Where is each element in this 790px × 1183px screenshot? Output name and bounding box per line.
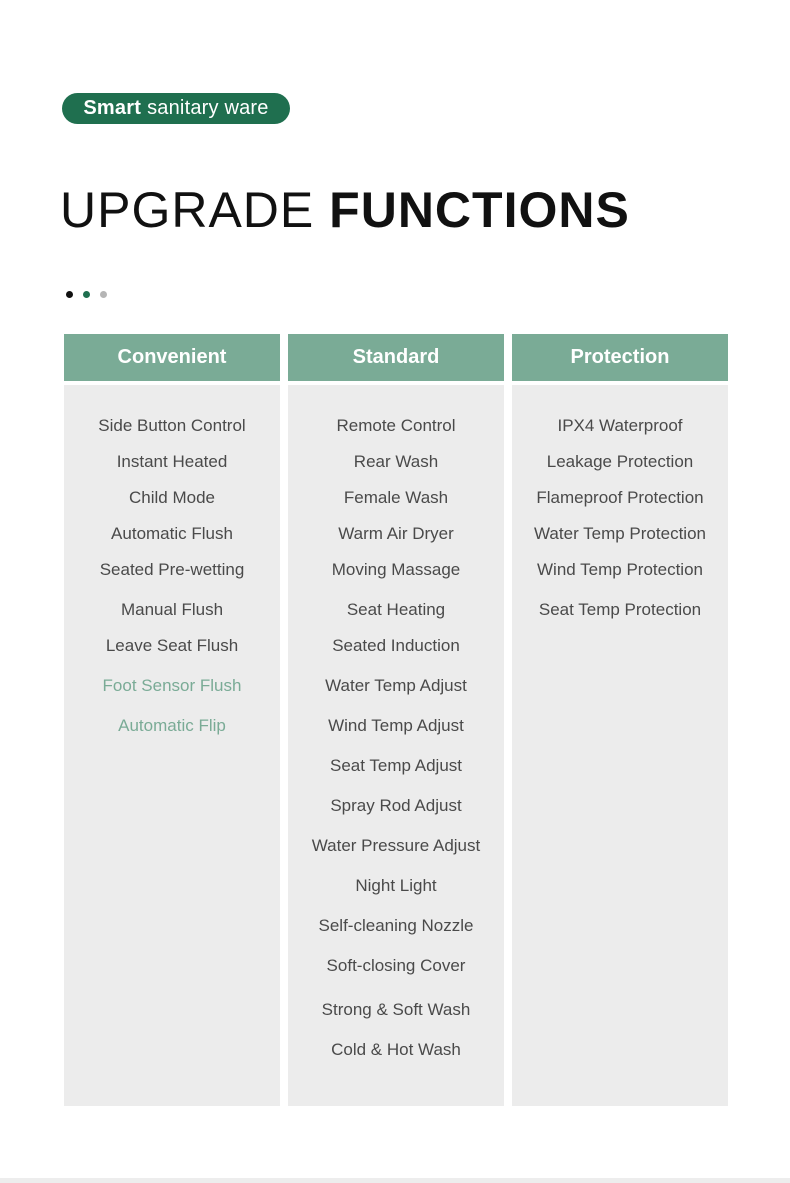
feature-item: Night Light xyxy=(355,876,437,895)
column-protection xyxy=(512,334,728,1106)
feature-item: IPX4 Waterproof xyxy=(557,416,683,435)
dot-3 xyxy=(100,291,107,298)
feature-item: Soft-closing Cover xyxy=(326,956,466,975)
title-bold: FUNCTIONS xyxy=(329,182,630,238)
feature-columns xyxy=(64,334,728,1106)
pagination-dots xyxy=(66,291,107,298)
feature-item: Child Mode xyxy=(129,488,215,507)
feature-item: Wind Temp Adjust xyxy=(328,716,464,735)
feature-item: Leakage Protection xyxy=(546,452,694,471)
feature-item: Seat Temp Protection xyxy=(538,600,702,619)
feature-item: Leave Seat Flush xyxy=(105,636,239,655)
feature-item: Rear Wash xyxy=(353,452,439,471)
feature-item: Wind Temp Protection xyxy=(537,560,703,579)
feature-item: Spray Rod Adjust xyxy=(330,796,462,815)
feature-item: Seat Temp Adjust xyxy=(330,756,462,775)
feature-item: Flameproof Protection xyxy=(536,488,704,507)
dot-1 xyxy=(66,291,73,298)
column-header: Convenient xyxy=(64,334,280,385)
column-convenient xyxy=(64,334,280,1106)
dot-2 xyxy=(83,291,90,298)
feature-item: Self-cleaning Nozzle xyxy=(318,916,474,935)
feature-item: Moving Massage xyxy=(331,560,461,579)
category-badge xyxy=(62,93,290,124)
column-header: Protection xyxy=(512,334,728,385)
feature-item: Instant Heated xyxy=(116,452,228,471)
page-title xyxy=(60,180,630,240)
feature-item: Automatic Flip xyxy=(118,716,226,735)
feature-item: Remote Control xyxy=(336,416,456,435)
feature-item: Manual Flush xyxy=(120,600,224,619)
feature-item: Side Button Control xyxy=(98,416,246,435)
column-header: Standard xyxy=(288,334,504,385)
feature-item: Female Wash xyxy=(343,488,449,507)
feature-item: Automatic Flush xyxy=(111,524,233,543)
column-standard xyxy=(288,334,504,1106)
feature-item: Strong & Soft Wash xyxy=(321,1000,471,1019)
badge-strong-text: Smart xyxy=(83,97,142,119)
feature-item: Foot Sensor Flush xyxy=(102,676,242,695)
feature-item: Cold & Hot Wash xyxy=(331,1040,461,1059)
feature-item: Seated Induction xyxy=(332,636,460,655)
feature-item: Seat Heating xyxy=(346,600,446,619)
feature-item: Seated Pre-wetting xyxy=(99,560,245,579)
bottom-divider xyxy=(0,1178,790,1183)
feature-item: Water Temp Adjust xyxy=(325,676,467,695)
title-light: UPGRADE xyxy=(60,182,315,238)
feature-item: Water Pressure Adjust xyxy=(311,836,481,855)
badge-text: sanitary ware xyxy=(147,97,269,119)
feature-item: Water Temp Protection xyxy=(534,524,706,543)
feature-item: Warm Air Dryer xyxy=(338,524,454,543)
